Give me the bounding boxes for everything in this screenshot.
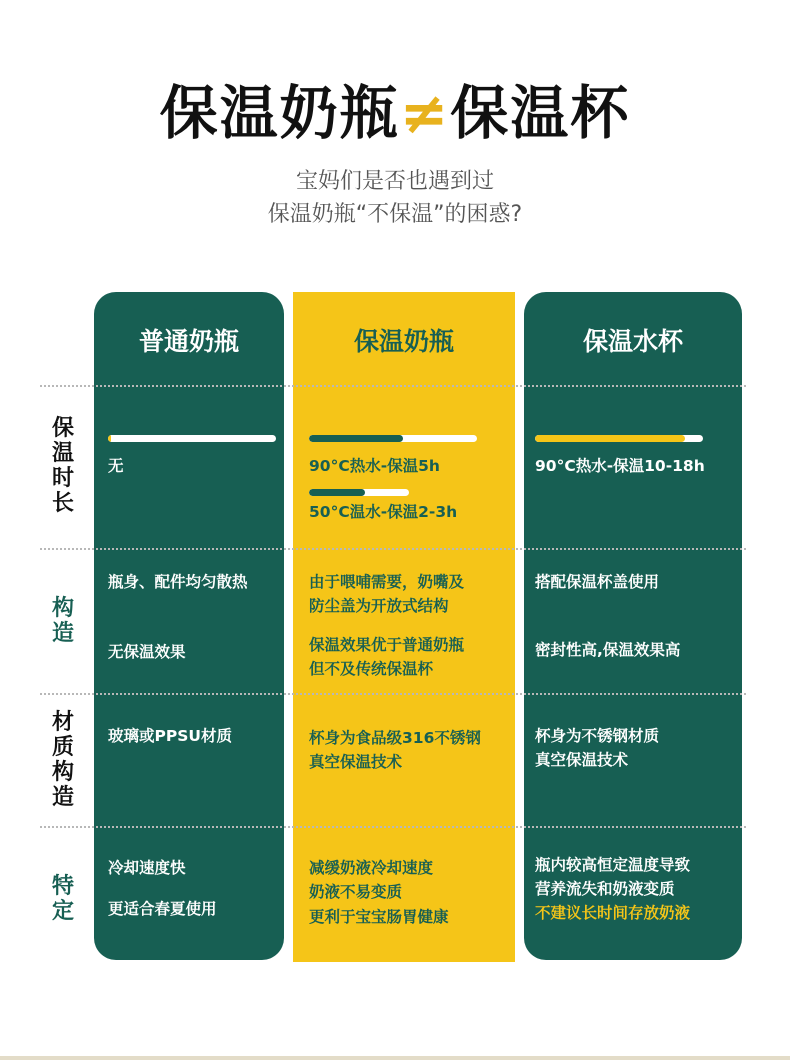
feature-normal-line: 更适合春夏使用 [108,900,217,918]
not-equal-sign: ≠ [399,79,451,147]
row-label-structure: 构 造 [51,596,74,646]
feature-cup-warning: 不建议长时间存放奶液 [535,904,691,922]
subtitle-line-2: 保温奶瓶“不保温”的困惑? [267,202,523,227]
title-right: 保温杯 [450,79,631,147]
row-label-duration: 保 温 时 长 [51,416,74,516]
row-divider [40,826,746,828]
duration-text-bottle-hot: 90°C热水-保温5h [309,457,440,475]
structure-bottle-line: 保温效果优于普通奶瓶 [309,636,465,654]
material-bottle-line: 真空保温技术 [309,753,403,771]
structure-cup-line: 搭配保温杯盖使用 [535,573,660,591]
structure-bottle-line: 但不及传统保温杯 [309,660,434,678]
structure-normal-line: 瓶身、配件均匀散热 [108,573,248,591]
duration-bar-normal [108,435,276,442]
page-title [0,78,790,148]
column-header-normal: 普通奶瓶 [138,327,239,356]
bottom-border [0,1056,790,1060]
column-header-cup: 保温水杯 [582,327,683,356]
row-divider [40,385,746,387]
row-label-material: 材 质 构 造 [51,710,74,810]
material-normal-line: 玻璃或PPSU材质 [108,727,232,745]
material-bottle-line: 杯身为食品级316不锈钢 [309,729,481,747]
duration-bar-bottle-hot [309,435,477,442]
duration-text-bottle-warm: 50°C温水-保温2-3h [309,503,458,521]
feature-cup-line: 瓶内较高恒定温度导致 [535,856,691,874]
duration-bar-cup [535,435,703,442]
structure-bottle-line: 防尘盖为开放式结构 [309,597,449,615]
duration-text-normal: 无 [108,457,124,475]
structure-cup-line: 密封性高,保温效果高 [535,641,681,659]
duration-text-cup: 90°C热水-保温10-18h [535,457,705,475]
row-divider [40,548,746,550]
structure-bottle-line: 由于喂哺需要，奶嘴及 [309,573,465,591]
subtitle-line-1: 宝妈们是否也遇到过 [295,169,494,194]
feature-normal-line: 冷却速度快 [108,859,186,877]
structure-normal-line: 无保温效果 [108,643,186,661]
column-header-bottle: 保温奶瓶 [353,327,454,356]
feature-cup-line: 营养流失和奶液变质 [535,880,675,898]
feature-bottle-line: 减缓奶液冷却速度 [309,859,434,877]
material-cup-line: 真空保温技术 [535,751,629,769]
material-cup-line: 杯身为不锈钢材质 [535,727,660,745]
row-divider [40,693,746,695]
title-left: 保温奶瓶 [159,79,400,147]
feature-bottle-line: 更利于宝宝肠胃健康 [309,908,449,926]
feature-bottle-line: 奶液不易变质 [309,883,403,901]
row-label-feature: 特 定 [51,874,74,924]
duration-bar-bottle-warm [309,489,409,496]
